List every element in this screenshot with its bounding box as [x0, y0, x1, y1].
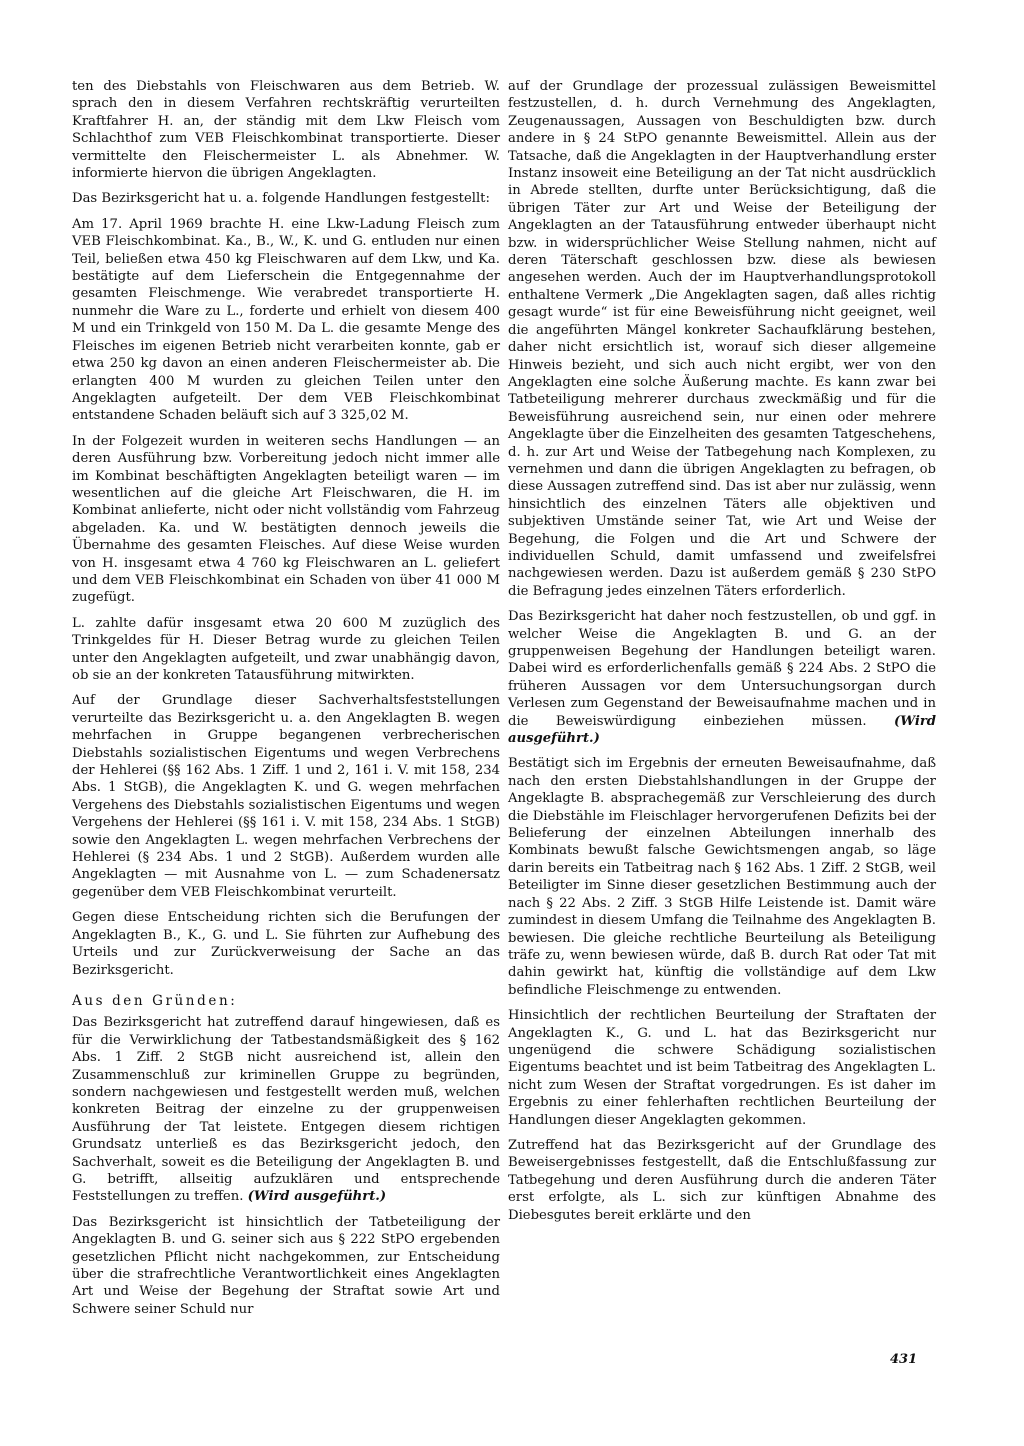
left-column — [72, 78, 500, 1326]
paragraph: In der Folgezeit wurden in weiteren sechs Handlungen — an deren Ausführung bzw. Vorbereitung jedoch nicht immer alle im Kombinat beschäftigten Angeklagten beteiligt waren — im wesentlichen auf die gleiche Art Fleischwaren, die H. im Kombinat anlieferte, nicht oder nicht vollständig vom Fahrzeug abgeladen. Ka. und W. bestätigten dennoch jeweils die Übernahme des gesamten Fleisches. Auf diese Weise wurden von H. insgesamt etwa 4 760 kg Fleischwaren an L. geliefert und dem VEB Fleischkombinat ein Schaden von über 41 000 M zugefügt. — [72, 433, 500, 606]
paragraph: Zutreffend hat das Bezirksgericht auf der Grundlage des Beweisergebnisses festgestellt, daß die Entschlußfassung zur Tatbegehung und deren Ausführung durch die anderen Täter erst erfolgte, als L. sich zur künftigen Abnahme des Diebesgutes bereit erklärte und den — [508, 1137, 936, 1223]
paragraph — [508, 608, 936, 747]
paragraph: L. zahlte dafür insgesamt etwa 20 600 M zuzüglich des Trinkgeldes für H. Dieser Betrag wurde zu gleichen Teilen unter den Angeklagten aufgeteilt, und zwar unabhängig davon, ob sie an der konkreten Tatausführung mitwirkten. — [72, 615, 500, 683]
paragraph: ten des Diebstahls von Fleischwaren aus dem Betrieb. W. sprach den in diesem Verfahren rechtskräftig verurteilten Kraftfahrer H. an, der ständig mit dem Lkw Fleisch vom Schlachthof zum VEB Fleischkombinat transportierte. Dieser vermittelte den Fleischermeister L. als Abnehmer. W. informierte hiervon die übrigen Angeklagten. — [72, 79, 500, 182]
page-number: 431 — [890, 1352, 918, 1367]
paragraph: Gegen diese Entscheidung richten sich die Berufungen der Angeklagten B., K., G. und L. Sie führten zur Aufhebung des Urteils und zur Zurückverweisung der Sache an das Bezirksgericht. — [72, 910, 500, 978]
paragraph: Am 17. April 1969 brachte H. eine Lkw-Ladung Fleisch zum VEB Fleischkombinat. Ka., B., W., K. und G. entluden nur einen Teil, beließen etwa 450 kg Fleischwaren auf dem Lkw, und Ka. bestätigte auf dem Lieferschein die Entgegennahme der gesamten Fleischmenge. Wie verabredet transportierte H. nunmehr die Ware zu L., forderte und erhielt von diesem 400 M und ein Trinkgeld von 150 M. Da L. die gesamte Menge des Fleisches im eigenen Betrieb nicht verarbeiten konnte, gab er etwa 250 kg davon an einen anderen Fleischermeister ab. Die erlangten 400 M wurden zu gleichen Teilen unter den Angeklagten aufgeteilt. Der dem VEB Fleischkombinat entstandene Schaden beläuft sich auf 3 325,02 M. — [72, 216, 500, 424]
right-column — [508, 78, 936, 1232]
paragraph-text: Das Bezirksgericht hat zutreffend darauf hingewiesen, daß es für die Verwirklichung der Tatbestandsmäßigkeit des § 162 Abs. 1 Ziff. 2 StGB nicht ausreichend ist, allein den Zusammenschluß zur kriminellen Gruppe zu begründen, sondern nachgewiesen und festgestellt werden muß, welchen konkreten Beitrag der einzelne zu der gruppenweisen Ausführung der Tat leistete. Entgegen diesem richtigen Grundsatz unterließ es das Bezirksgericht jedoch, den Sachverhalt, soweit es die Beteiligung der Angeklagten B. und G. betrifft, allseitig aufzuklären und entsprechende Feststellungen zu treffen. — [72, 1015, 500, 1205]
wird-ausgefuehrt-note: (Wird ausgeführt.) — [247, 1189, 387, 1205]
paragraph: Hinsichtlich der rechtlichen Beurteilung der Straftaten der Angeklagten K., G. und L. hat das Bezirksgericht nur ungenügend die schwere Schädigung sozialistischen Eigentums beachtet und ist beim Tatbeitrag des Angeklagten L. nicht zum Wesen der Straftat vorgedrungen. Es ist daher im Ergebnis zu einer fehlerhaften rechtlichen Beurteilung der Handlungen dieser Angeklagten gekommen. — [508, 1008, 936, 1128]
paragraph: Das Bezirksgericht hat u. a. folgende Handlungen festgestellt: — [72, 191, 490, 207]
paragraph: Das Bezirksgericht ist hinsichtlich der Tatbeteiligung der Angeklagten B. und G. seiner sich aus § 222 StPO ergebenden gesetzlichen Pflicht nicht nachgekommen, zur Entscheidung über die strafrechtliche Verantwortlichkeit eines Angeklagten Art und Weise der Begehung der Straftat sowie Art und Schwere seiner Schuld nur — [72, 1214, 500, 1317]
section-heading: Aus den Gründen: — [72, 992, 238, 1009]
paragraph-text: Das Bezirksgericht hat daher noch festzustellen, ob und ggf. in welcher Weise die Angeklagten B. und G. an der gruppenweisen Begehung der Handlungen beteiligt waren. Dabei wird es erforderlichenfalls gemäß § 224 Abs. 2 StPO die früheren Aussagen vor dem Untersuchungsorgan durch Verlesen zum Gegenstand der Beweisaufnahme machen und in die Beweiswürdigung einbeziehen müssen. — [508, 609, 936, 729]
paragraph: Bestätigt sich im Ergebnis der erneuten Beweisaufnahme, daß nach den ersten Diebstahlshandlungen in der Gruppe der Angeklagte B. absprachegemäß zur Verschleierung des durch die Diebstähle im Fleischlager hervorgerufenen Defizits bei der Belieferung der einzelnen Abteilungen innerhalb des Kombinats bewußt falsche Gewichtsmengen angab, so läge darin bereits ein Tatbeitrag nach § 162 Abs. 1 Ziff. 2 StGB, weil Beteiligter im Sinne dieser gesetzlichen Bestimmung auch der nach § 22 Abs. 2 Ziff. 3 StGB Hilfe Leistende ist. Damit wäre zumindest in diesem Umfang die Teilnahme des Angeklagten B. bewiesen. Die gleiche rechtliche Beurteilung als Beteiligung träfe zu, wenn bewiesen würde, daß B. durch Rat oder Tat mit dahin gewirkt hat, künftig die vollständige auf dem Lkw befindliche Fleischmenge zu entwenden. — [508, 756, 936, 998]
paragraph: Auf der Grundlage dieser Sachverhaltsfeststellungen verurteilte das Bezirksgericht u. a. den Angeklagten B. wegen mehrfachen in Gruppe begangenen verbrecherischen Diebstahls sozialistischen Eigentums und wegen Verbrechens der Hehlerei (§§ 162 Abs. 1 Ziff. 1 und 2, 161 i. V. mit 158, 234 Abs. 1 StGB), die Angeklagten K. und G. wegen mehrfachen Vergehens des Diebstahls sozialistischen Eigentums und wegen Vergehens der Hehlerei (§§ 161 i. V. mit 158, 234 Abs. 1 StGB) sowie den Angeklagten L. wegen mehrfachen Verbrechens der Hehlerei (§ 234 Abs. 1 und 2 StGB). Außerdem wurden alle Angeklagten — mit Ausnahme von L. — zum Schadenersatz gegenüber dem VEB Fleischkombinat verurteilt. — [72, 693, 500, 900]
paragraph: auf der Grundlage der prozessual zulässigen Beweismittel festzustellen, d. h. durch Vernehmung des Angeklagten, Zeugenaussagen, Aussagen von Beschuldigten bzw. durch andere in § 24 StPO genannte Beweismittel. Allein aus der Tatsache, daß die Angeklagten in der Hauptverhandlung erster Instanz insoweit eine Beteiligung an der Tat nicht ausdrücklich in Abrede stellten, durfte unter Berücksichtigung, daß die übrigen Täter zur Art und Weise der Beteiligung der Angeklagten an der Tatausführung entweder überhaupt nicht bzw. in widersprüchlicher Weise Stellung nahmen, nicht auf deren Täterschaft geschlossen bzw. diese als bewiesen angesehen werden. Auch der im Hauptverhandlungsprotokoll enthaltene Vermerk „Die Angeklagten sagen, daß alles richtig gesagt wurde“ ist für eine Beweisführung nicht geeignet, weil die angeführten Mängel konkreter Sachaufklärung bestehen, daher nicht ersichtlich ist, worauf sich dieser allgemeine Hinweis bezieht, und sich auch nicht ergibt, wer von den Angeklagten eine solche Äußerung machte. Es kann zwar bei Tatbeteiligung mehrerer durchaus zweckmäßig und für die Beweisführung ausreichend sein, nur einen oder mehrere Angeklagte über die Einzelheiten des gesamten Tatgeschehens, d. h. zur Art und Weise der Tatbegehung nach Komplexen, zu vernehmen und dann die übrigen Angeklagten zu befragen, ob diese Aussagen zutreffend sind. Das ist aber nur zulässig, wenn hinsichtlich des einzelnen Täters alle objektiven und subjektiven Umstände seiner Tat, wie Art und Weise der Begehung, die Folgen und die Art und Schwere der individuellen Schuld, damit umfassend und zweifelsfrei nachgewiesen werden. Dazu ist außerdem gemäß § 230 StPO die Befragung jedes einzelnen Täters erforderlich. — [508, 79, 936, 599]
paragraph — [72, 1014, 500, 1205]
wird-ausgefuehrt-note: (Wird ausgeführt.) — [508, 713, 936, 747]
